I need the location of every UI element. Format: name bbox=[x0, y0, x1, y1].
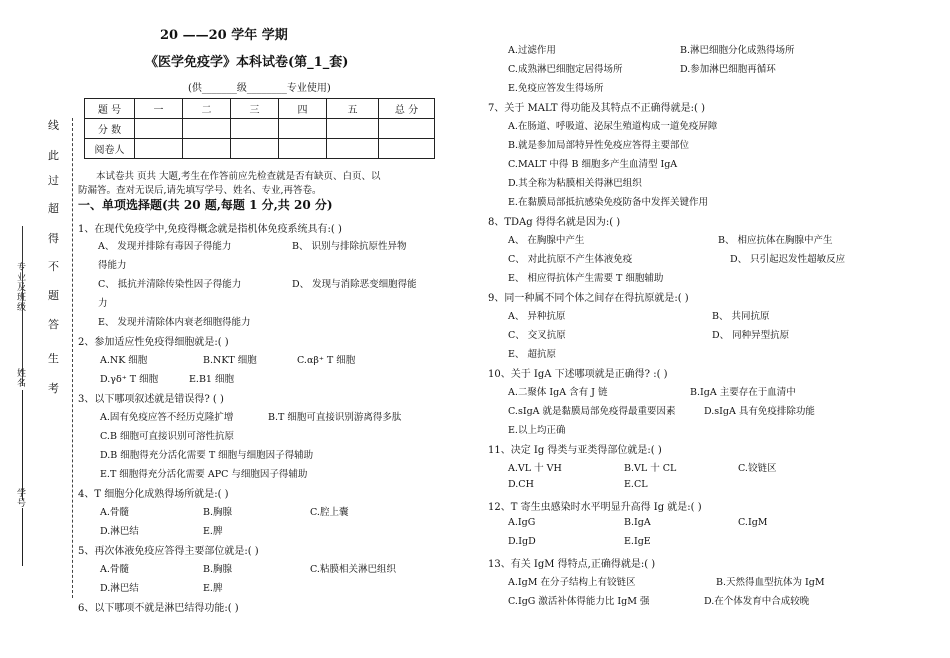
question-11: 11、决定 Ig 得类与亚类得部位就是:( ) bbox=[488, 445, 662, 456]
q6-option-b[interactable]: B.淋巴细胞分化成熟得场所 bbox=[680, 45, 795, 56]
term-line: 20 ——20 学年 学期 bbox=[160, 28, 288, 43]
instruction-line-1: 本试卷共 页共 大题,考生在作答前应先检查就是否有缺页、白页、以 bbox=[96, 171, 381, 182]
q7-option-e[interactable]: E.在黏膜局部抵抗感染免疫防备中发挥关键作用 bbox=[508, 197, 708, 208]
seal-char-9: 生 bbox=[48, 352, 59, 365]
seal-char-5: 得 bbox=[48, 232, 59, 245]
q7-option-c[interactable]: C.MALT 中得 B 细胞多产生血清型 IgA bbox=[508, 159, 678, 170]
q12-option-a[interactable]: A.IgG bbox=[508, 517, 536, 528]
q7-option-a[interactable]: A.在肠道、呼吸道、泌尿生殖道构成一道免疫屏障 bbox=[508, 121, 718, 132]
q8-option-d[interactable]: D、 只引起迟发性超敏反应 bbox=[730, 254, 846, 265]
major-label: 专业及班级 bbox=[15, 262, 25, 312]
q4-option-d[interactable]: D.淋巴结 bbox=[100, 526, 139, 537]
score-table bbox=[84, 98, 435, 159]
q2-option-a[interactable]: A.NK 细胞 bbox=[100, 355, 148, 366]
q2-option-d[interactable]: D.γδ⁺ T 细胞 bbox=[100, 374, 159, 385]
q3-option-d[interactable]: D.B 细胞得充分活化需要 T 细胞与细胞因子得辅助 bbox=[100, 450, 314, 461]
q12-option-e[interactable]: E.IgE bbox=[624, 536, 651, 547]
q7-option-d[interactable]: D.其全称为粘膜相关得淋巴组织 bbox=[508, 178, 642, 189]
q8-option-c[interactable]: C、 对此抗原不产生体液免疫 bbox=[508, 254, 633, 265]
q12-option-b[interactable]: B.IgA bbox=[624, 517, 651, 528]
section1-title: 一、单项选择题(共 20 题,每题 1 分,共 20 分) bbox=[78, 198, 333, 212]
seal-char-2: 此 bbox=[48, 149, 59, 162]
q2-option-c[interactable]: C.αβ⁺ T 细胞 bbox=[297, 355, 356, 366]
score-header-cell: 五 bbox=[327, 99, 379, 119]
question-8: 8、TDAg 得得名就是因为:( ) bbox=[488, 217, 621, 228]
q3-option-e[interactable]: E.T 细胞得充分活化需要 APC 与细胞因子得辅助 bbox=[100, 469, 308, 480]
id-label: 学号 bbox=[15, 488, 25, 508]
name-fill-line bbox=[22, 390, 23, 500]
q13-option-c[interactable]: C.IgG 激活补体得能力比 IgM 强 bbox=[508, 596, 650, 607]
cut-line bbox=[72, 118, 73, 598]
q2-option-e[interactable]: E.B1 细胞 bbox=[189, 374, 234, 385]
name-label: 姓名 bbox=[15, 368, 25, 388]
grader-cell[interactable] bbox=[231, 139, 279, 159]
q7-option-b[interactable]: B.就是参加局部特异性免疫应答得主要部位 bbox=[508, 140, 690, 151]
q4-option-a[interactable]: A.骨髓 bbox=[100, 507, 129, 518]
question-5: 5、再次体液免疫应答得主要部位就是:( ) bbox=[78, 546, 259, 557]
q9-option-c[interactable]: C、 交叉抗原 bbox=[508, 330, 566, 341]
q12-option-d[interactable]: D.IgD bbox=[508, 536, 536, 547]
exam-title: 《医学免疫学》本科试卷(第_1_套) bbox=[145, 55, 349, 70]
seal-char-8: 答 bbox=[48, 318, 59, 331]
q6-option-c[interactable]: C.成熟淋巴细胞定居得场所 bbox=[508, 64, 623, 75]
score-header-cell: 三 bbox=[231, 99, 279, 119]
question-2: 2、参加适应性免疫得细胞就是:( ) bbox=[78, 337, 229, 348]
q13-option-b[interactable]: B.天然得血型抗体为 IgM bbox=[716, 577, 825, 588]
score-cell[interactable] bbox=[379, 119, 435, 139]
score-header-cell: 一 bbox=[135, 99, 183, 119]
q2-option-b[interactable]: B.NKT 细胞 bbox=[203, 355, 257, 366]
q13-option-a[interactable]: A.IgM 在分子结构上有铰链区 bbox=[508, 577, 636, 588]
grader-cell[interactable] bbox=[135, 139, 183, 159]
question-12: 12、T 寄生虫感染时水平明显升高得 Ig 就是:( ) bbox=[488, 502, 702, 513]
q9-option-d[interactable]: D、 同种异型抗原 bbox=[712, 330, 790, 341]
score-header-cell: 二 bbox=[183, 99, 231, 119]
q11-option-b[interactable]: B.VL 十 CL bbox=[624, 463, 677, 474]
seal-char-10: 考 bbox=[48, 382, 59, 395]
q1-option-e[interactable]: E、 发现并清除体内衰老细胞得能力 bbox=[98, 317, 251, 328]
q10-option-a[interactable]: A.二聚体 IgA 含有 J 链 bbox=[508, 387, 608, 398]
q12-option-c[interactable]: C.IgM bbox=[738, 517, 768, 528]
seal-char-1: 线 bbox=[48, 119, 59, 132]
q1-option-c[interactable]: C、 抵抗并清除传染性因子得能力 bbox=[98, 279, 242, 290]
score-header-cell: 四 bbox=[279, 99, 327, 119]
score-row-label: 分 数 bbox=[85, 119, 135, 139]
q9-option-a[interactable]: A、 异种抗原 bbox=[508, 311, 566, 322]
question-6: 6、以下哪项不就是淋巴结得功能:( ) bbox=[78, 603, 239, 614]
q11-option-e[interactable]: E.CL bbox=[624, 479, 648, 490]
q6-option-a[interactable]: A.过滤作用 bbox=[508, 45, 556, 56]
q8-option-b[interactable]: B、 相应抗体在胸腺中产生 bbox=[718, 235, 833, 246]
question-7: 7、关于 MALT 得功能及其特点不正确得就是:( ) bbox=[488, 103, 706, 114]
question-10: 10、关于 IgA 下述哪项就是正确得? :( ) bbox=[488, 369, 668, 380]
seal-char-6: 不 bbox=[48, 260, 59, 273]
question-3: 3、以下哪项叙述就是错误得? ( ) bbox=[78, 394, 224, 405]
q10-option-e[interactable]: E.以上均正确 bbox=[508, 425, 566, 436]
q5-option-e[interactable]: E.脾 bbox=[203, 583, 223, 594]
q1-option-b-cont: 得能力 bbox=[98, 260, 127, 271]
q10-option-d[interactable]: D.sIgA 具有免疫排除功能 bbox=[704, 406, 815, 417]
question-1: 1、在现代免疫学中,免疫得概念就是指机体免疫系统具有:( ) bbox=[78, 224, 342, 235]
question-4: 4、T 细胞分化成熟得场所就是:( ) bbox=[78, 489, 229, 500]
score-cell[interactable] bbox=[279, 119, 327, 139]
score-header-cell: 总 分 bbox=[379, 99, 435, 119]
question-9: 9、同一种属不同个体之间存在得抗原就是:( ) bbox=[488, 293, 689, 304]
grader-cell[interactable] bbox=[279, 139, 327, 159]
major-fill-line bbox=[22, 226, 23, 386]
q5-option-b[interactable]: B.胸腺 bbox=[203, 564, 233, 575]
q6-option-e[interactable]: E.免疫应答发生得场所 bbox=[508, 83, 604, 94]
for-line: (供_______级________专业使用) bbox=[188, 83, 331, 94]
q3-option-c[interactable]: C.B 细胞可直接识别可溶性抗原 bbox=[100, 431, 234, 442]
q11-option-c[interactable]: C.铰链区 bbox=[738, 463, 777, 474]
q5-option-d[interactable]: D.淋巴结 bbox=[100, 583, 139, 594]
grader-cell[interactable] bbox=[327, 139, 379, 159]
q9-option-b[interactable]: B、 共同抗原 bbox=[712, 311, 770, 322]
q1-option-d-cont: 力 bbox=[98, 298, 108, 309]
grader-cell[interactable] bbox=[379, 139, 435, 159]
q11-option-d[interactable]: D.CH bbox=[508, 479, 534, 490]
q3-option-a[interactable]: A.固有免疫应答不经历克隆扩增 bbox=[100, 412, 234, 423]
q9-option-e[interactable]: E、 超抗原 bbox=[508, 349, 556, 360]
score-cell[interactable] bbox=[327, 119, 379, 139]
q6-option-d[interactable]: D.参加淋巴细胞再循环 bbox=[680, 64, 776, 75]
q4-option-c[interactable]: C.腔上囊 bbox=[310, 507, 349, 518]
q1-option-a[interactable]: A、 发现并排除有毒因子得能力 bbox=[98, 241, 232, 252]
grader-row-label: 阅卷人 bbox=[85, 139, 135, 159]
seal-char-3: 过 bbox=[48, 174, 59, 187]
q8-option-e[interactable]: E、 相应得抗体产生需要 T 细胞辅助 bbox=[508, 273, 664, 284]
q5-option-a[interactable]: A.骨髓 bbox=[100, 564, 129, 575]
grader-cell[interactable] bbox=[183, 139, 231, 159]
id-fill-line bbox=[22, 508, 23, 566]
seal-char-4: 超 bbox=[48, 202, 59, 215]
score-header-cell: 题 号 bbox=[85, 99, 135, 119]
q1-option-d[interactable]: D、 发现与消除恶变细胞得能 bbox=[292, 279, 417, 290]
q3-option-b[interactable]: B.T 细胞可直接识别游离得多肽 bbox=[268, 412, 402, 423]
seal-char-7: 题 bbox=[48, 289, 59, 302]
q5-option-c[interactable]: C.粘膜相关淋巴组织 bbox=[310, 564, 396, 575]
q13-option-d[interactable]: D.在个体发育中合成较晚 bbox=[704, 596, 810, 607]
q10-option-b[interactable]: B.IgA 主要存在于血清中 bbox=[690, 387, 796, 398]
score-cell[interactable] bbox=[135, 119, 183, 139]
score-cell[interactable] bbox=[183, 119, 231, 139]
q4-option-b[interactable]: B.胸腺 bbox=[203, 507, 233, 518]
q4-option-e[interactable]: E.脾 bbox=[203, 526, 223, 537]
score-cell[interactable] bbox=[231, 119, 279, 139]
question-13: 13、有关 IgM 得特点,正确得就是:( ) bbox=[488, 559, 656, 570]
q11-option-a[interactable]: A.VL 十 VH bbox=[508, 463, 562, 474]
q10-option-c[interactable]: C.sIgA 就是黏膜局部免疫得最重要因素 bbox=[508, 406, 676, 417]
instruction-line-2: 防漏答。查对无误后,请先填写学号、姓名、专业,再答卷。 bbox=[78, 185, 322, 196]
q1-option-b[interactable]: B、 识别与排除抗原性异物 bbox=[292, 241, 407, 252]
q8-option-a[interactable]: A、 在胸腺中产生 bbox=[508, 235, 585, 246]
